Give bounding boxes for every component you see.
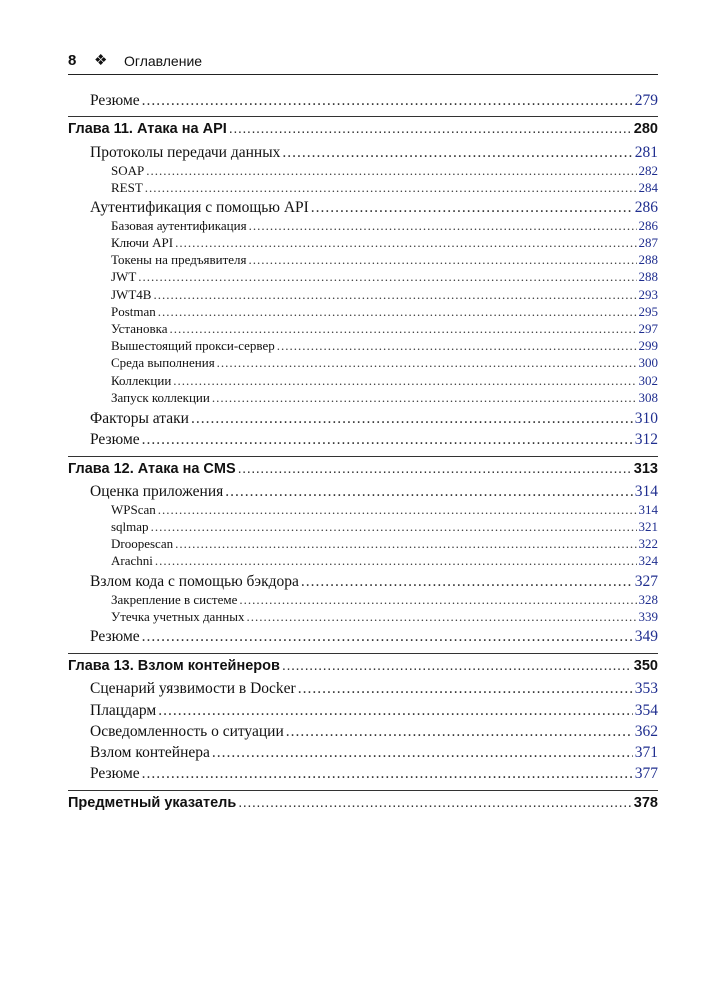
toc-subentry[interactable] [111, 536, 658, 553]
toc-subentry-page: 328 [638, 592, 658, 607]
toc-index[interactable] [68, 795, 658, 815]
toc-subentry-title: Токены на предъявителя [111, 252, 247, 267]
toc-entry[interactable] [90, 431, 658, 451]
toc-subentry-page: 282 [638, 163, 658, 178]
toc-chapter-title: Глава 12. Атака на CMS [68, 461, 236, 477]
dot-leader [229, 121, 632, 137]
toc-subentry-page: 287 [638, 235, 658, 250]
dot-leader [225, 483, 632, 501]
toc-subentry-page: 288 [638, 269, 658, 284]
toc-entry-page: 371 [634, 744, 658, 761]
dot-leader [138, 269, 636, 285]
toc-subentry-page: 302 [638, 373, 658, 388]
toc-subentry[interactable] [111, 304, 658, 321]
toc-subentry-title: JWT [111, 269, 137, 284]
dot-leader [249, 252, 637, 268]
dot-leader [173, 373, 636, 389]
toc-subentry-page: 286 [638, 218, 658, 233]
dot-leader [146, 163, 636, 179]
toc-entry[interactable] [90, 92, 658, 112]
toc-subentry-title: REST [111, 180, 143, 195]
toc-entry[interactable] [90, 199, 658, 219]
toc-subentry-page: 321 [638, 519, 658, 534]
toc-entry[interactable] [90, 573, 658, 593]
toc-entry[interactable] [90, 144, 658, 164]
toc-entry-page: 327 [634, 573, 658, 590]
toc-entry-page: 279 [634, 92, 658, 109]
toc-entry-title: Резюме [90, 765, 140, 782]
toc-subentry-page: 339 [638, 609, 658, 624]
toc-subentry-title: Базовая аутентификация [111, 218, 247, 233]
toc-entry[interactable] [90, 410, 658, 430]
dot-leader [158, 702, 633, 720]
toc-chapter[interactable] [68, 658, 658, 678]
toc-subentry-page: 297 [638, 321, 658, 336]
chapter-divider [68, 653, 658, 654]
toc-subentry-title: JWT4B [111, 287, 152, 302]
toc-subentry-title: Утечка учетных данных [111, 609, 245, 624]
ornament-icon: ❖ [94, 52, 108, 69]
toc-subentry[interactable] [111, 180, 658, 197]
toc-subentry-title: Закрепление в системе [111, 592, 238, 607]
dot-leader [238, 461, 632, 477]
toc-entry-title: Резюме [90, 92, 140, 109]
chapter-divider [68, 456, 658, 457]
toc-subentry-title: Среда выполнения [111, 355, 215, 370]
toc-entry-title: Взлом кода с помощью бэкдора [90, 573, 299, 590]
toc-entry[interactable] [90, 723, 658, 743]
dot-leader [212, 744, 633, 762]
dot-leader [217, 355, 637, 371]
toc-subentry-page: 314 [638, 502, 658, 517]
toc-subentry[interactable] [111, 338, 658, 355]
toc-subentry-page: 299 [638, 338, 658, 353]
toc-subentry[interactable] [111, 252, 658, 269]
dot-leader [175, 536, 636, 552]
toc-subentry[interactable] [111, 519, 658, 536]
toc-subentry-title: Arachni [111, 553, 153, 568]
page-header [68, 50, 658, 75]
dot-leader [153, 287, 636, 303]
dot-leader [282, 144, 632, 162]
toc-entry-title: Взлом контейнера [90, 744, 210, 761]
toc-entry-title: Резюме [90, 431, 140, 448]
toc-subentry[interactable] [111, 609, 658, 626]
dot-leader [155, 553, 637, 569]
toc-subentry-page: 324 [638, 553, 658, 568]
toc-subentry[interactable] [111, 390, 658, 407]
dot-leader [158, 304, 637, 320]
dot-leader [311, 199, 633, 217]
toc-entry-title: Протоколы передачи данных [90, 144, 281, 161]
toc-chapter-page: 313 [633, 461, 658, 477]
toc-subentry[interactable] [111, 287, 658, 304]
dot-leader [239, 592, 636, 608]
toc-subentry[interactable] [111, 502, 658, 519]
toc-entry-page: 310 [634, 410, 658, 427]
toc-subentry-page: 293 [638, 287, 658, 302]
dot-leader [298, 680, 633, 698]
dot-leader [301, 573, 633, 591]
dot-leader [158, 502, 637, 518]
dot-leader [170, 321, 637, 337]
dot-leader [142, 431, 633, 449]
toc-entry-title: Сценарий уязвимости в Docker [90, 680, 296, 697]
toc-entry-page: 286 [634, 199, 658, 216]
toc-subentry-title: Droopescan [111, 536, 174, 551]
toc-entry-page: 353 [634, 680, 658, 697]
toc-entry-page: 354 [634, 702, 658, 719]
dot-leader [175, 235, 636, 251]
toc-entry[interactable] [90, 765, 658, 785]
dot-leader [142, 765, 633, 783]
toc-subentry-title: Запуск коллекции [111, 390, 210, 405]
toc-subentry[interactable] [111, 269, 658, 286]
toc-subentry-page: 322 [638, 536, 658, 551]
toc-subentry-page: 288 [638, 252, 658, 267]
toc-entry-page: 349 [634, 628, 658, 645]
toc-subentry-title: Коллекции [111, 373, 172, 388]
toc-entry[interactable] [90, 483, 658, 503]
toc-subentry-title: Ключи API [111, 235, 174, 250]
dot-leader [238, 795, 632, 811]
toc-entry-page: 281 [634, 144, 658, 161]
toc-subentry[interactable] [111, 373, 658, 390]
toc-entry-page: 312 [634, 431, 658, 448]
toc-entry-title: Плацдарм [90, 702, 157, 719]
toc-entry[interactable] [90, 680, 658, 700]
dot-leader [151, 519, 637, 535]
page-number: 8 [68, 52, 77, 69]
dot-leader [249, 218, 637, 234]
toc-subentry[interactable] [111, 235, 658, 252]
toc-subentry-page: 295 [638, 304, 658, 319]
toc-entry-title: Аутентификация с помощью API [90, 199, 309, 216]
toc-entry-title: Факторы атаки [90, 410, 189, 427]
toc-chapter[interactable] [68, 121, 658, 141]
toc-subentry-page: 308 [638, 390, 658, 405]
toc-entry-title: Осведомленность о ситуации [90, 723, 284, 740]
toc-subentry[interactable] [111, 163, 658, 180]
toc-subentry-title: WPScan [111, 502, 156, 517]
toc-subentry-title: Postman [111, 304, 156, 319]
toc-entry-title: Резюме [90, 628, 140, 645]
toc-entry-title: Оценка приложения [90, 483, 224, 500]
dot-leader [277, 338, 637, 354]
toc-entry-page: 362 [634, 723, 658, 740]
toc-subentry-title: sqlmap [111, 519, 149, 534]
dot-leader [246, 609, 636, 625]
dot-leader [191, 410, 633, 428]
toc-subentry-title: Установка [111, 321, 168, 336]
toc-entry[interactable] [90, 628, 658, 648]
toc-subentry-page: 284 [638, 180, 658, 195]
dot-leader [286, 723, 633, 741]
dot-leader [212, 390, 637, 406]
toc-chapter-page: 350 [633, 658, 658, 674]
toc-subentry[interactable] [111, 321, 658, 338]
toc-subentry[interactable] [111, 553, 658, 570]
toc-chapter[interactable] [68, 461, 658, 481]
toc-index-title: Предметный указатель [68, 795, 237, 811]
toc-subentry[interactable] [111, 218, 658, 235]
dot-leader [145, 180, 637, 196]
toc-chapter-title: Глава 13. Взлом контейнеров [68, 658, 280, 674]
toc-chapter-title: Глава 11. Атака на API [68, 121, 227, 137]
toc-entry-page: 314 [634, 483, 658, 500]
running-title: Оглавление [124, 53, 203, 69]
toc-entry[interactable] [90, 744, 658, 764]
dot-leader [142, 628, 633, 646]
dot-leader [282, 658, 632, 674]
toc-subentry[interactable] [111, 355, 658, 372]
toc-subentry-title: Вышестоящий прокси-сервер [111, 338, 275, 353]
toc-entry-page: 377 [634, 765, 658, 782]
toc-subentry[interactable] [111, 592, 658, 609]
chapter-divider [68, 790, 658, 791]
dot-leader [142, 92, 633, 110]
toc-entry[interactable] [90, 702, 658, 722]
toc-chapter-page: 280 [633, 121, 658, 137]
toc-subentry-title: SOAP [111, 163, 145, 178]
toc-subentry-page: 300 [638, 355, 658, 370]
chapter-divider [68, 116, 658, 117]
toc-index-page: 378 [633, 795, 658, 811]
